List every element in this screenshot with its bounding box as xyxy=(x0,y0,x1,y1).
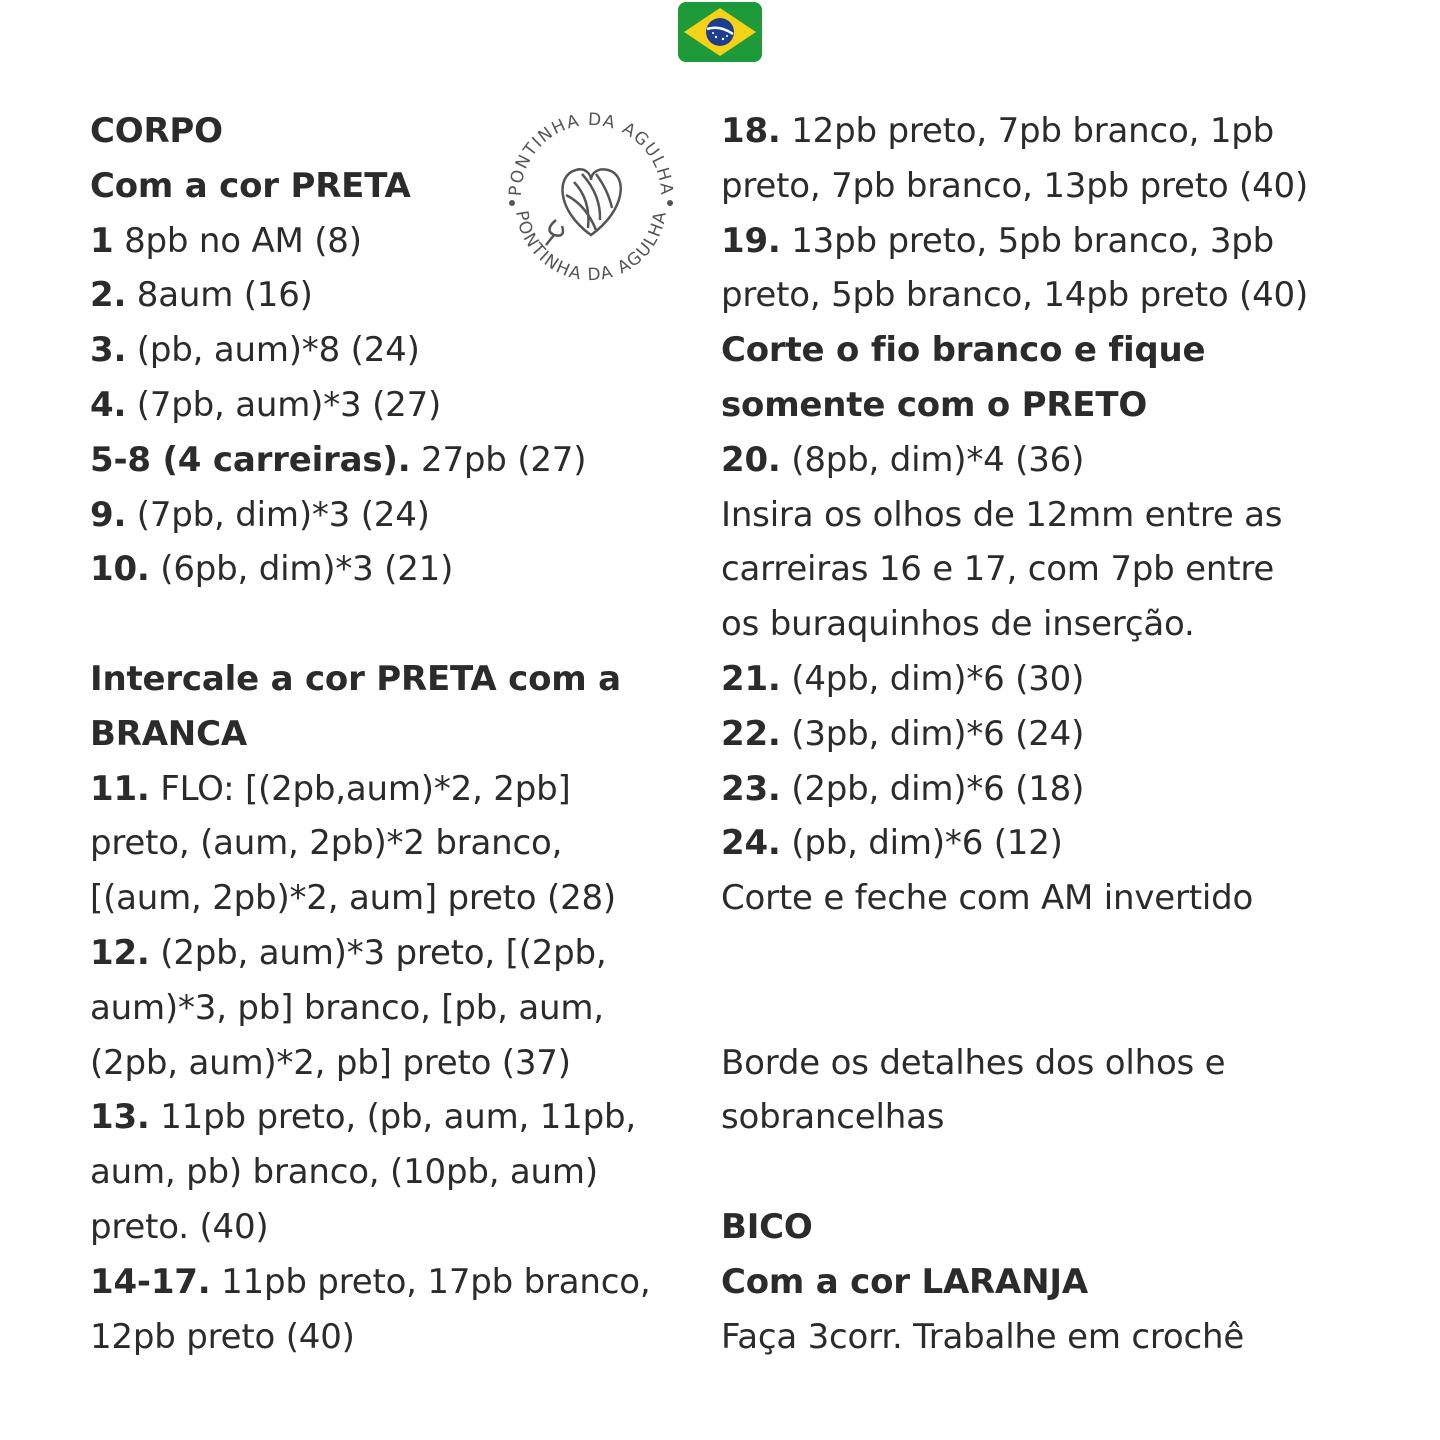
pattern-line xyxy=(721,542,1381,597)
pattern-line xyxy=(721,159,1381,214)
pattern-line xyxy=(90,871,690,926)
row-instructions: (7pb, aum)*3 (27) xyxy=(126,384,442,425)
pattern-line xyxy=(90,1200,690,1255)
row-label: somente com o PRETO xyxy=(721,384,1148,425)
pattern-column-right xyxy=(721,104,1381,1364)
row-label: 3. xyxy=(90,330,127,371)
row-instructions: (2pb, dim)*6 (18) xyxy=(780,768,1085,809)
pattern-line xyxy=(721,1255,1381,1310)
pattern-line xyxy=(90,981,690,1036)
row-label: CORPO xyxy=(90,111,223,151)
row-instructions: (4pb, dim)*6 (30) xyxy=(780,658,1085,699)
row-instructions: os buraquinhos de inserção. xyxy=(721,604,1195,645)
row-instructions: carreiras 16 e 17, com 7pb entre xyxy=(721,549,1275,590)
row-instructions: sobrancelhas xyxy=(721,1097,945,1138)
row-label: 10. xyxy=(90,549,150,590)
row-label: 12. xyxy=(90,932,150,973)
pattern-line xyxy=(90,104,690,159)
pattern-line xyxy=(90,214,690,269)
pattern-line xyxy=(90,707,690,762)
row-instructions: Faça 3corr. Trabalhe em crochê xyxy=(721,1316,1245,1357)
row-instructions: 13pb preto, 5pb branco, 3pb xyxy=(780,220,1275,261)
row-label: Corte o fio branco e fique xyxy=(721,330,1206,371)
pattern-line xyxy=(721,378,1381,433)
pattern-line xyxy=(90,323,690,378)
pattern-line xyxy=(721,981,1381,1036)
pattern-line xyxy=(721,816,1381,871)
pattern-line xyxy=(721,323,1381,378)
pattern-line xyxy=(90,378,690,433)
row-instructions: (8pb, dim)*4 (36) xyxy=(780,439,1085,480)
row-instructions: Borde os detalhes dos olhos e xyxy=(721,1042,1226,1083)
pattern-line xyxy=(90,433,690,488)
pattern-line xyxy=(90,1145,690,1200)
row-label: 22. xyxy=(721,713,781,754)
row-instructions: FLO: [(2pb,aum)*2, 2pb] xyxy=(149,768,571,809)
pattern-line xyxy=(90,542,690,597)
brazil-flag-icon xyxy=(676,0,764,64)
pattern-line xyxy=(90,159,690,214)
pattern-line xyxy=(721,214,1381,269)
row-instructions: (6pb, dim)*3 (21) xyxy=(149,549,454,590)
row-instructions: Insira os olhos de 12mm entre as xyxy=(721,494,1283,535)
row-instructions: 12pb preto (40) xyxy=(90,1316,355,1357)
pattern-line xyxy=(90,1255,690,1310)
row-instructions: 27pb (27) xyxy=(410,439,587,480)
row-instructions: preto, (aum, 2pb)*2 branco, xyxy=(90,823,563,864)
pattern-line xyxy=(721,871,1381,926)
pattern-line xyxy=(721,652,1381,707)
pattern-line xyxy=(90,268,690,323)
pattern-line xyxy=(90,1090,690,1145)
pattern-line xyxy=(90,597,690,652)
row-label: 20. xyxy=(721,439,781,480)
pattern-line xyxy=(721,1145,1381,1200)
pattern-line xyxy=(90,1036,690,1091)
row-instructions: (2pb, aum)*2, pb] preto (37) xyxy=(90,1042,571,1083)
row-label: BRANCA xyxy=(90,713,247,754)
row-label: 13. xyxy=(90,1097,150,1138)
row-label: 11. xyxy=(90,768,150,809)
pattern-line xyxy=(721,433,1381,488)
row-label: 24. xyxy=(721,823,781,864)
pattern-line xyxy=(721,1200,1381,1255)
logo-text-bottom: PONTINHA DA AGULHA xyxy=(511,208,671,286)
pattern-column-left xyxy=(90,104,690,1364)
row-label: Intercale a cor PRETA com a xyxy=(90,658,621,699)
row-label: 18. xyxy=(721,111,781,151)
row-label: 9. xyxy=(90,494,127,535)
pattern-line xyxy=(721,104,1381,159)
row-label: Com a cor LARANJA xyxy=(721,1261,1088,1302)
row-instructions: (pb, dim)*6 (12) xyxy=(780,823,1063,864)
pattern-line xyxy=(90,816,690,871)
pattern-line xyxy=(721,707,1381,762)
row-label: 5-8 (4 carreiras). xyxy=(90,439,411,480)
pattern-line xyxy=(90,762,690,817)
row-instructions: (3pb, dim)*6 (24) xyxy=(780,713,1085,754)
row-label: 14-17. xyxy=(90,1261,211,1302)
row-instructions: (7pb, dim)*3 (24) xyxy=(126,494,430,535)
row-instructions: aum)*3, pb] branco, [pb, aum, xyxy=(90,987,604,1028)
pattern-line xyxy=(721,762,1381,817)
row-instructions: preto, 7pb branco, 13pb preto (40) xyxy=(721,165,1309,206)
row-instructions: (pb, aum)*8 (24) xyxy=(126,330,420,371)
row-label: 1 xyxy=(90,220,114,261)
row-instructions: 11pb preto, 17pb branco, xyxy=(210,1261,651,1302)
row-instructions: 8aum (16) xyxy=(126,275,313,316)
pattern-line xyxy=(721,597,1381,652)
row-instructions: [(aum, 2pb)*2, aum] preto (28) xyxy=(90,878,616,919)
pattern-line xyxy=(721,268,1381,323)
row-label: Com a cor PRETA xyxy=(90,165,411,206)
row-instructions: 11pb preto, (pb, aum, 11pb, xyxy=(149,1097,636,1138)
row-instructions: (2pb, aum)*3 preto, [(2pb, xyxy=(149,932,607,973)
logo-text-top: PONTINHA DA AGULHA xyxy=(505,109,677,197)
pattern-line xyxy=(90,488,690,543)
row-instructions: preto. (40) xyxy=(90,1206,269,1247)
row-instructions: Corte e feche com AM invertido xyxy=(721,878,1254,919)
row-label: BICO xyxy=(721,1206,813,1247)
row-label: 23. xyxy=(721,768,781,809)
row-label: 19. xyxy=(721,220,781,261)
row-instructions: aum, pb) branco, (10pb, aum) xyxy=(90,1152,598,1193)
pattern-line xyxy=(721,1090,1381,1145)
pattern-line xyxy=(721,1036,1381,1091)
row-label: 2. xyxy=(90,275,127,316)
pattern-line xyxy=(90,926,690,981)
pattern-line xyxy=(721,1310,1381,1365)
pattern-line xyxy=(721,926,1381,981)
pattern-line xyxy=(90,1310,690,1365)
row-instructions: 8pb no AM (8) xyxy=(113,220,362,261)
pattern-line xyxy=(721,488,1381,543)
row-label: 4. xyxy=(90,384,127,425)
pattern-line xyxy=(90,652,690,707)
row-instructions: preto, 5pb branco, 14pb preto (40) xyxy=(721,275,1309,316)
row-instructions: 12pb preto, 7pb branco, 1pb xyxy=(780,111,1275,151)
row-label: 21. xyxy=(721,658,781,699)
